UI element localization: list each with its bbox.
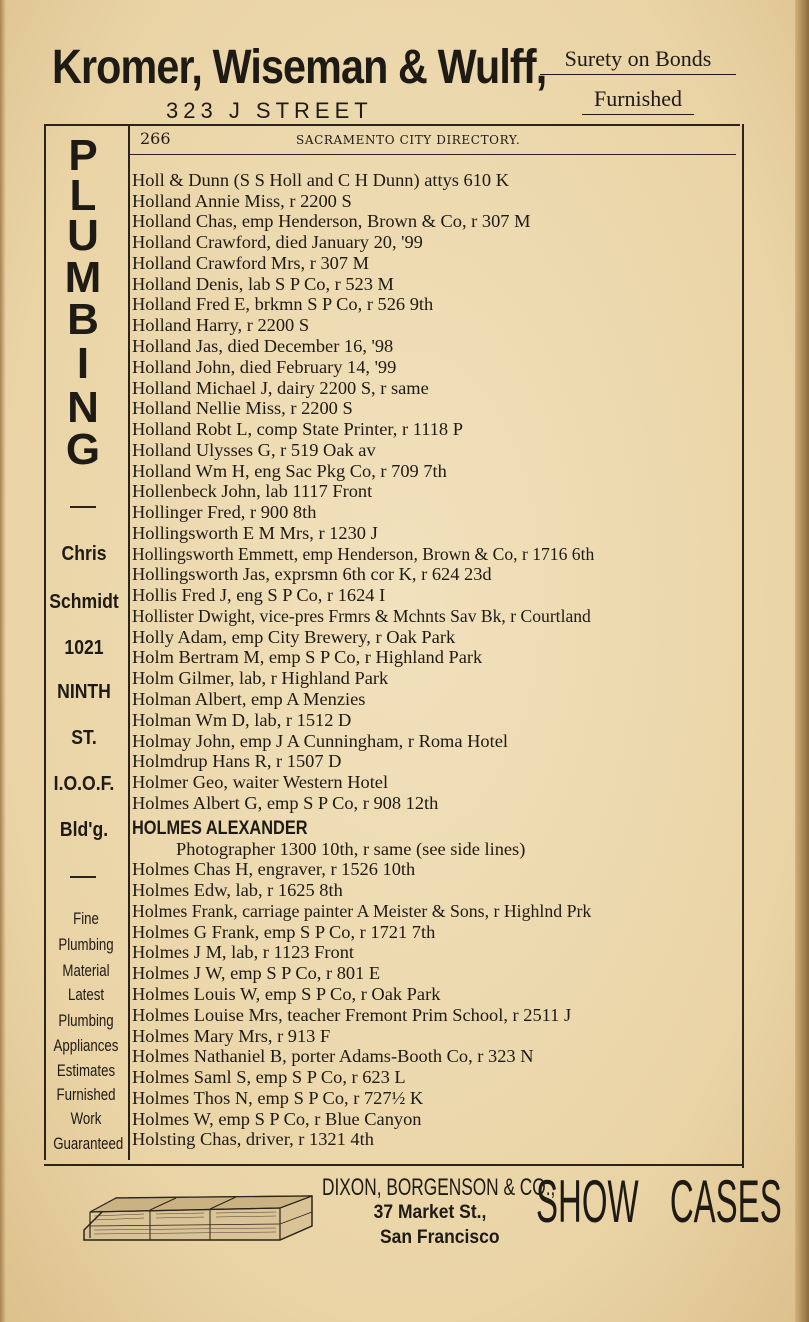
sidebar-line: Latest bbox=[67, 985, 105, 1004]
sidebar-letter: G bbox=[65, 425, 101, 474]
directory-entry: Holmes Saml S, emp S P Co, r 623 L bbox=[132, 1067, 406, 1087]
sidebar-word: I.O.O.F. bbox=[53, 773, 115, 795]
directory-entry: Holland Chas, emp Henderson, Brown & Co, r 307 M bbox=[132, 211, 531, 231]
sidebar-line: Material bbox=[62, 961, 110, 980]
footer-address: 37 Market St., bbox=[373, 1202, 487, 1223]
directory-entry: Holm Bertram M, emp S P Co, r Highland Park bbox=[132, 647, 483, 667]
directory-entry: Holmes W, emp S P Co, r Blue Canyon bbox=[132, 1109, 422, 1129]
sidebar-dash bbox=[70, 876, 96, 878]
sidebar-letter: B bbox=[67, 295, 99, 344]
show-case-illustration bbox=[80, 1178, 320, 1244]
sidebar-line: Plumbing bbox=[58, 935, 114, 954]
directory-entry: Holland Annie Miss, r 2200 S bbox=[132, 191, 352, 211]
directory-entry: Holmay John, emp J A Cunningham, r Roma Hotel bbox=[132, 731, 508, 751]
page-left-edge bbox=[0, 0, 6, 1322]
directory-entry: Holland Robt L, comp State Printer, r 1118 P bbox=[132, 419, 463, 439]
sidebar-letter: P bbox=[68, 131, 98, 180]
sidebar-line: Plumbing bbox=[58, 1011, 114, 1030]
directory-entry: Holland Denis, lab S P Co, r 523 M bbox=[132, 274, 394, 294]
directory-entry: Hollingsworth Emmett, emp Henderson, Brown & Co, r 1716 6th bbox=[132, 544, 595, 564]
header-furnished: Furnished bbox=[582, 86, 694, 115]
directory-entry: Holland Michael J, dairy 2200 S, r same bbox=[132, 378, 429, 398]
running-head-rule bbox=[130, 154, 736, 155]
sidebar-word: ST. bbox=[71, 727, 97, 749]
sidebar-word: Schmidt bbox=[49, 591, 119, 613]
sidebar-line: Furnished bbox=[56, 1085, 116, 1104]
sidebar-line: Work bbox=[70, 1109, 102, 1128]
frame-bottom-rule bbox=[44, 1164, 744, 1166]
directory-entry: Holmes Chas H, engraver, r 1526 10th bbox=[132, 859, 416, 879]
directory-entry: Holmes Edw, lab, r 1625 8th bbox=[132, 880, 343, 900]
running-head: SACRAMENTO CITY DIRECTORY. bbox=[296, 133, 521, 147]
sidebar-letter: N bbox=[67, 383, 99, 432]
sidebar-letter: L bbox=[69, 171, 97, 220]
directory-entry: Holland Crawford Mrs, r 307 M bbox=[132, 253, 370, 273]
sidebar-word: Chris bbox=[61, 543, 107, 565]
sidebar-line: Estimates bbox=[56, 1061, 116, 1080]
directory-entry: Holmes Frank, carriage painter A Meister & Sons, r Highlnd Prk bbox=[132, 901, 592, 921]
directory-entry: Holmes Mary Mrs, r 913 F bbox=[132, 1026, 331, 1046]
directory-entry: Holland Wm H, eng Sac Pkg Co, r 709 7th bbox=[132, 461, 447, 481]
sidebar-letter: U bbox=[67, 211, 99, 260]
directory-entry: Holland John, died February 14, '99 bbox=[132, 357, 397, 377]
directory-entry: Holl & Dunn (S S Holl and C H Dunn) attys 610 K bbox=[132, 170, 510, 190]
directory-entry: Holmes Nathaniel B, porter Adams-Booth Co, r 323 N bbox=[132, 1046, 534, 1066]
frame-left-rule bbox=[44, 124, 46, 1160]
directory-entry: Holman Wm D, lab, r 1512 D bbox=[132, 710, 352, 730]
directory-entry: Hollenbeck John, lab 1117 Front bbox=[132, 481, 373, 501]
header-firm-name: Kromer, Wiseman & Wulff, bbox=[52, 41, 547, 94]
sidebar-word: 1021 bbox=[64, 637, 104, 659]
directory-entry: Holly Adam, emp City Brewery, r Oak Park bbox=[132, 627, 456, 647]
header-surety: Surety on Bonds bbox=[540, 46, 736, 75]
sidebar-letter: M bbox=[64, 253, 102, 302]
footer-firm-name: DIXON, BORGENSON & CO., bbox=[322, 1174, 556, 1201]
sidebar-word: NINTH bbox=[57, 681, 111, 703]
frame-top-rule bbox=[44, 124, 740, 126]
directory-entry: Holmes J M, lab, r 1123 Front bbox=[132, 942, 355, 962]
sidebar-line: Appliances bbox=[53, 1036, 119, 1055]
directory-entry: Hollingsworth E M Mrs, r 1230 J bbox=[132, 523, 378, 543]
header-street: 323 J STREET bbox=[166, 98, 373, 123]
directory-entry: Holman Albert, emp A Menzies bbox=[132, 689, 366, 709]
page-right-edge bbox=[795, 0, 809, 1322]
directory-entry: Holland Harry, r 2200 S bbox=[132, 315, 310, 335]
sidebar-line: Fine bbox=[73, 909, 99, 928]
directory-entry-featured: HOLMES ALEXANDER bbox=[132, 818, 308, 839]
directory-entry: Hollingsworth Jas, exprsmn 6th cor K, r 624 23d bbox=[132, 564, 492, 584]
directory-entry: Hollinger Fred, r 900 8th bbox=[132, 502, 317, 522]
sidebar-word: Bld'g. bbox=[59, 819, 109, 841]
directory-entry: Holland Jas, died December 16, '98 bbox=[132, 336, 394, 356]
directory-entry: Holmes J W, emp S P Co, r 801 E bbox=[132, 963, 381, 983]
directory-entry: Holmer Geo, waiter Western Hotel bbox=[132, 772, 389, 792]
directory-entry: Hollister Dwight, vice-pres Frmrs & Mchnts Sav Bk, r Courtland bbox=[132, 606, 591, 626]
directory-entry: Holland Nellie Miss, r 2200 S bbox=[132, 398, 353, 418]
page-number: 266 bbox=[140, 129, 171, 148]
directory-entry: Holland Ulysses G, r 519 Oak av bbox=[132, 440, 376, 460]
directory-entry-continuation: Photographer 1300 10th, r same (see side lines) bbox=[176, 839, 526, 859]
directory-entry: Holmes Thos N, emp S P Co, r 727½ K bbox=[132, 1088, 424, 1108]
directory-entry: Holmes Louis W, emp S P Co, r Oak Park bbox=[132, 984, 441, 1004]
sidebar-letter: I bbox=[76, 339, 90, 388]
sidebar-line: Guaranteed bbox=[53, 1134, 124, 1153]
directory-entry: Holmes G Frank, emp S P Co, r 1721 7th bbox=[132, 922, 436, 942]
footer-show-cases: SHOW CASES bbox=[536, 1168, 782, 1235]
frame-right-rule bbox=[742, 124, 744, 1168]
sidebar-dash bbox=[70, 506, 96, 508]
directory-entry: Holland Fred E, brkmn S P Co, r 526 9th bbox=[132, 294, 434, 314]
directory-entry: Holmes Louise Mrs, teacher Fremont Prim School, r 2511 J bbox=[132, 1005, 572, 1025]
directory-entry: Holmes Albert G, emp S P Co, r 908 12th bbox=[132, 793, 439, 813]
footer-city: San Francisco bbox=[380, 1227, 500, 1248]
directory-entry: Holmdrup Hans R, r 1507 D bbox=[132, 751, 342, 771]
directory-entry: Holland Crawford, died January 20, '99 bbox=[132, 232, 423, 252]
column-divider-rule bbox=[128, 124, 130, 1160]
directory-entry: Holsting Chas, driver, r 1321 4th bbox=[132, 1129, 374, 1149]
directory-entry: Holm Gilmer, lab, r Highland Park bbox=[132, 668, 389, 688]
directory-entry: Hollis Fred J, eng S P Co, r 1624 I bbox=[132, 585, 386, 605]
